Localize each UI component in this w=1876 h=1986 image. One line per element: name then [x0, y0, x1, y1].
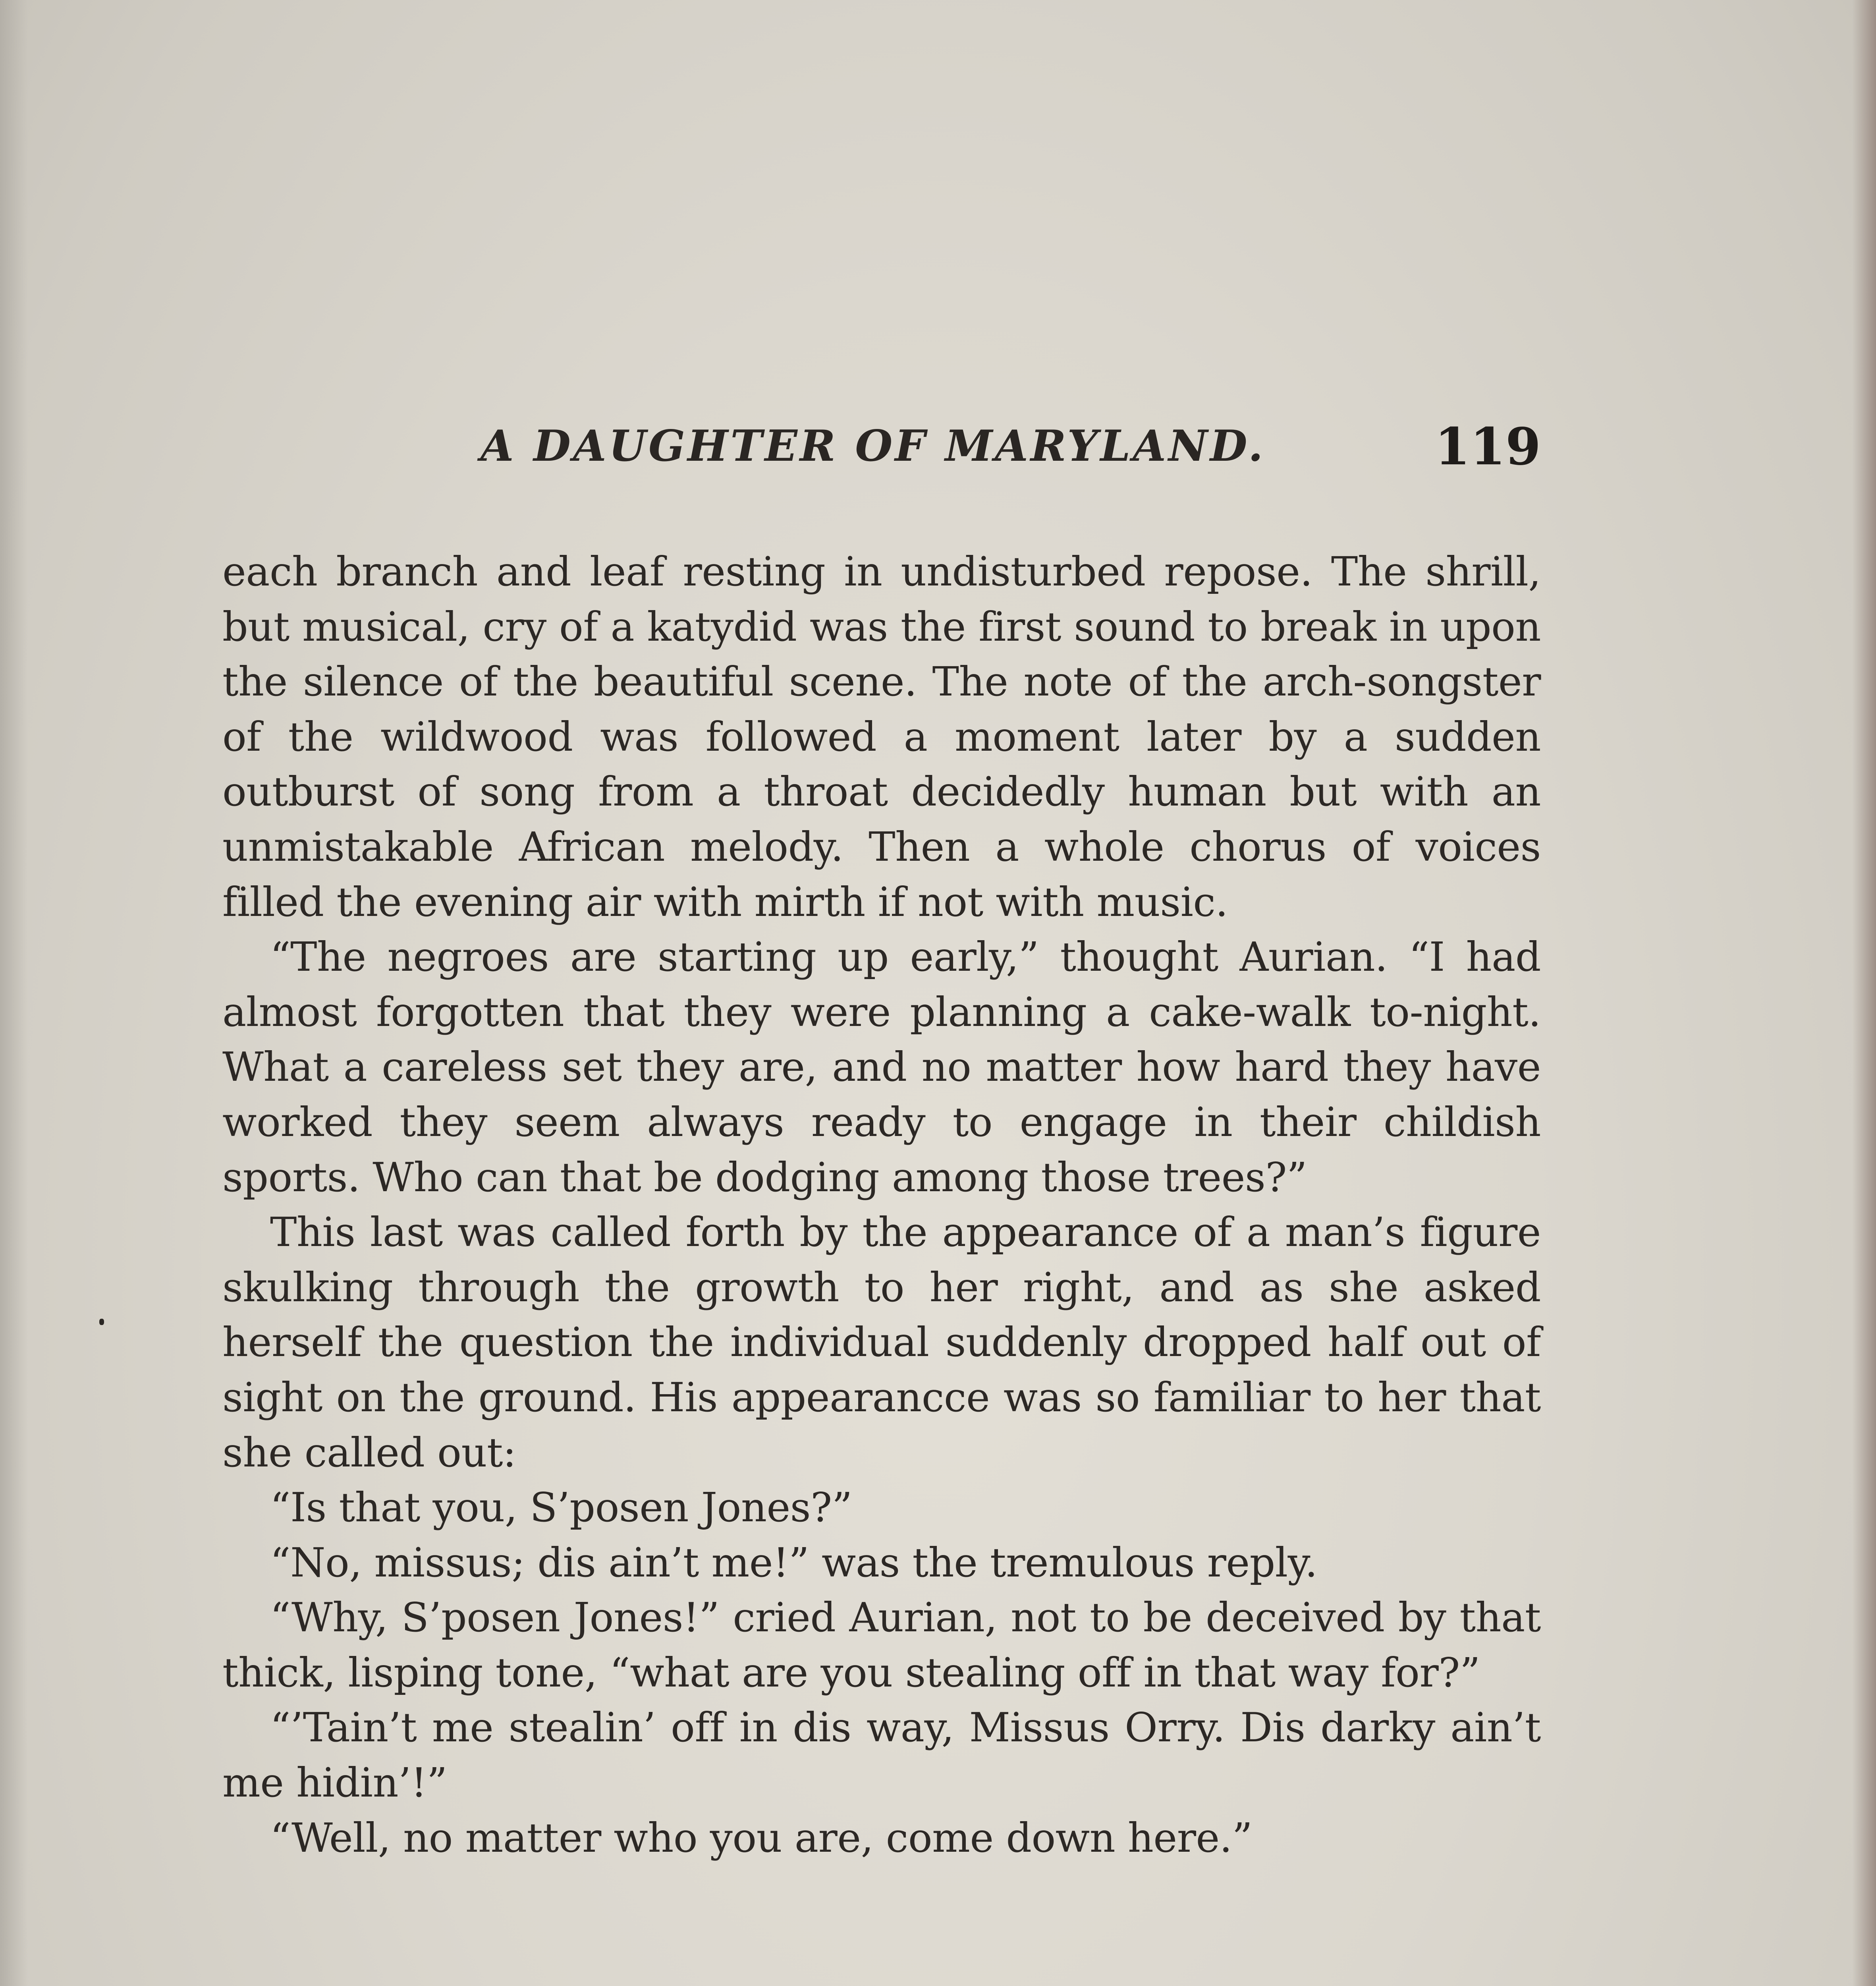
page-number: 119 [1434, 417, 1541, 477]
ink-fleck [99, 1319, 104, 1325]
page-header [222, 417, 1541, 481]
paragraph: each branch and leaf resting in undisturbed repose. The shrill, but musical, cry of a katydid was the first sound to break in upon the silence of the beautiful scene. The note of the arch-songster of the wildwood was followed a moment later by a sudden outburst of song from a throat decidedly human but with an unmistakable African melody. Then a whole chorus of voices filled the evening air with mirth if not with music. [222, 548, 1541, 925]
running-title: A DAUGHTER OF MARYLAND. [481, 421, 1266, 471]
paragraph: This last was called forth by the appearance of a man’s figure skulking through the growth to her right, and as she asked herself the question the individual suddenly dropped half out of sight on the ground. His appearancce was so familiar to her that she called out: [222, 1209, 1541, 1476]
paragraph: “Well, no matter who you are, come down here.” [270, 1814, 1253, 1861]
page-edge [1852, 0, 1876, 1986]
paragraph: “’Tain’t me stealin’ off in dis way, Missus Orry. Dis darky ain’t me hidin’!” [222, 1704, 1541, 1806]
page-gutter-shadow [0, 0, 28, 1986]
paragraph: “No, missus; dis ain’t me!” was the tremulous reply. [270, 1539, 1318, 1586]
body-text [222, 544, 1541, 1865]
paragraph: “The negroes are starting up early,” thought Aurian. “I had almost forgotten that they were planning a cake-walk to-night. What a careless set they are, and no matter how hard they have worked they seem always ready to engage in their childish sports. Who can that be dodging among those trees?” [222, 933, 1541, 1201]
paragraph: “Is that you, S’posen Jones?” [270, 1484, 852, 1531]
paragraph: “Why, S’posen Jones!” cried Aurian, not to be deceived by that thick, lisping tone, “what are you stealing off in that way for?” [222, 1594, 1541, 1696]
